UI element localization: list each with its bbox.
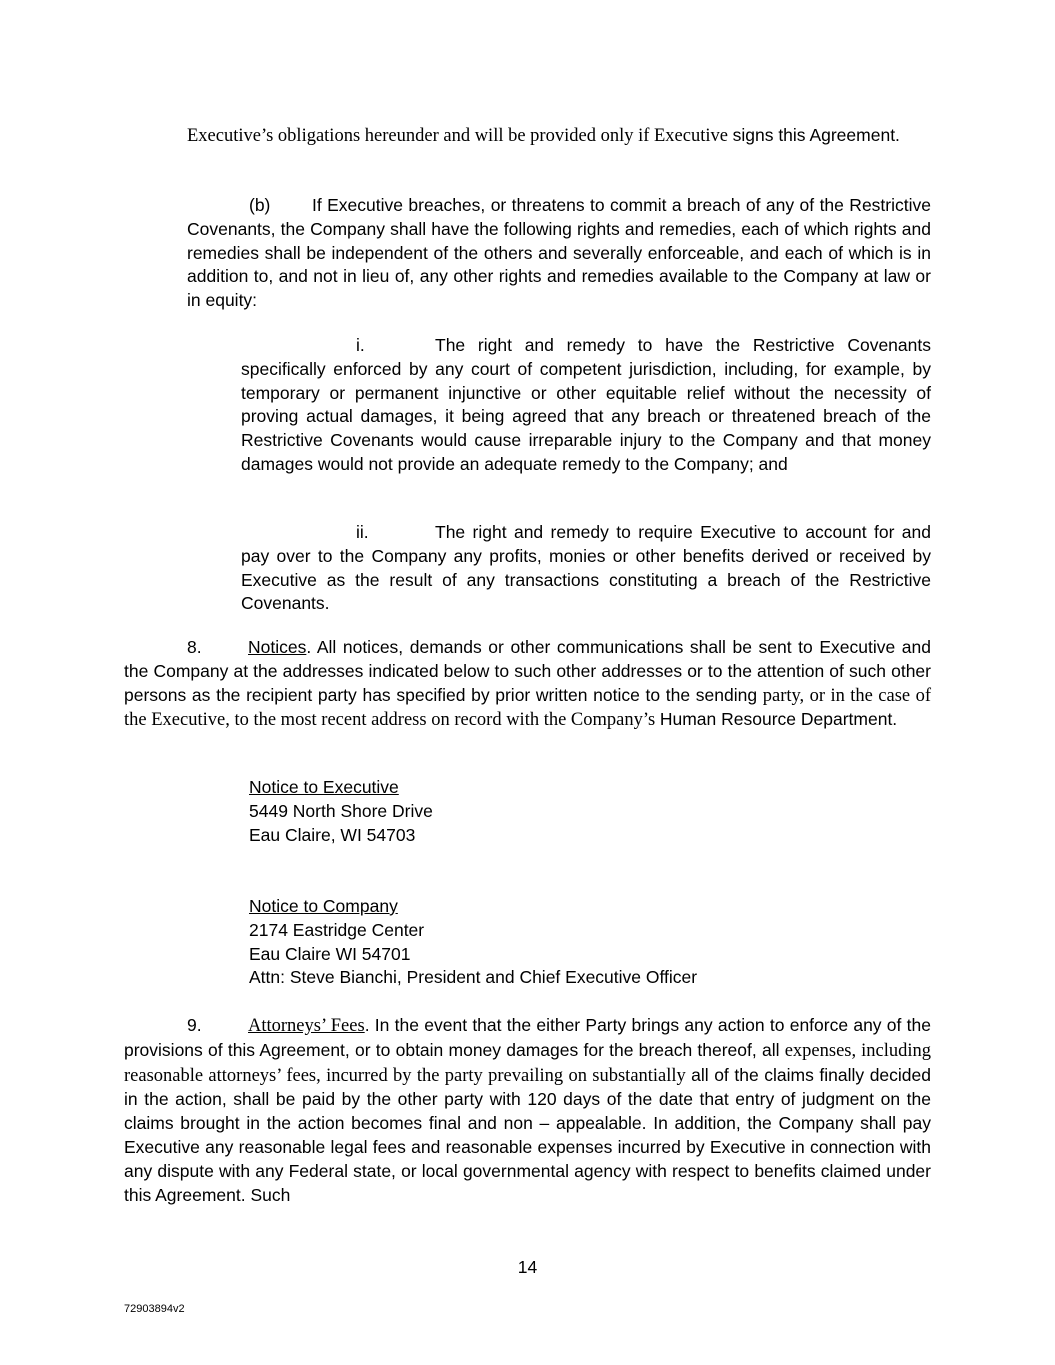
notice-executive-block xyxy=(249,776,433,847)
paragraph-i-text: The right and remedy to have the Restrictive Covenants specifically enforced by any court of competent jurisdiction, including, for example, by temporary or permanent injunctive or other equitable relief without the necessity of proving actual damages, it being agreed that any breach or threatened breach of the Restrictive Covenants would cause irreparable injury to the Company and that money damages would not provide an adequate remedy to the Company; and xyxy=(241,335,931,474)
notice-company-line2: Eau Claire WI 54701 xyxy=(249,943,411,964)
section-8-text-tail: Human Resource Department. xyxy=(659,709,898,730)
notice-executive-line2: Eau Claire, WI 54703 xyxy=(249,824,416,845)
paragraph-b-text: If Executive breaches, or threatens to commit a breach of any of the Restrictive Covenants, the Company shall have the following rights and remedies, each of which rights and remedies shall be independent of the others and severally enforceable, and each of which is in addition to, and not in lieu of, any other rights and remedies available to the Company at law or in equity: xyxy=(187,195,931,311)
notice-executive-line1: 5449 North Shore Drive xyxy=(249,800,433,821)
paragraph-i-label: i. xyxy=(356,335,365,355)
notice-company-block xyxy=(249,895,697,990)
paragraph-i xyxy=(241,334,931,477)
continuation-paragraph xyxy=(187,124,931,149)
section-9-number: 9. xyxy=(187,1015,202,1035)
section-8-text-serif: party, or in the case of the Executive, to the most recent address on record with the Company’s xyxy=(124,685,931,731)
notice-company-heading: Notice to Company xyxy=(249,896,398,916)
section-9-attorneys-fees xyxy=(124,1014,931,1207)
section-8-text-sans: . All notices, demands or other communications shall be sent to Executive and the Company at the addresses indicated below to such other addresses or to the attention of such other persons as the recipient party has specified by prior written notice to the sending xyxy=(124,637,931,705)
paragraph-ii-text: The right and remedy to require Executive to account for and pay over to the Company any profits, monies or other benefits derived or received by Executive as the result of any transactions constituting a breach of the Restrictive Covenants. xyxy=(241,522,931,614)
section-9-text-b: all of the claims finally decided in the action, shall be paid by the other party with 120 days of the date that entry of judgment on the claims brought in the action becomes final and non – appealable. In addition, the Company shall pay Executive any reasonable legal fees and reasonable expenses incurred by Executive in connection with any dispute with any Federal state, or local governmental agency with respect to benefits claimed under this Agreement. Such xyxy=(124,1064,931,1205)
section-8-notices xyxy=(124,636,931,733)
paragraph-ii xyxy=(241,521,931,616)
paragraph-ii-label: ii. xyxy=(356,522,369,542)
notice-company-line1: 2174 Eastridge Center xyxy=(249,919,425,940)
section-9-heading: Attorneys’ Fees xyxy=(248,1016,365,1036)
page-number: 14 xyxy=(517,1257,538,1277)
notice-company-line3: Attn: Steve Bianchi, President and Chief Executive Officer xyxy=(249,967,698,988)
paragraph-b-label: (b) xyxy=(249,195,271,215)
paragraph-b xyxy=(187,194,931,313)
document-id: 72903894v2 xyxy=(124,1303,185,1315)
continuation-text-serif: Executive’s obligations hereunder and will be provided only if Executive xyxy=(187,126,733,146)
section-9-text-serif: expenses, including reasonable attorneys’ fees, incurred by the party prevailing on substantially xyxy=(124,1040,931,1086)
section-8-number: 8. xyxy=(187,637,202,657)
section-8-heading: Notices xyxy=(248,637,307,657)
notice-executive-heading: Notice to Executive xyxy=(249,777,399,797)
continuation-text-sans: signs this Agreement. xyxy=(732,125,900,145)
section-9-text-a: . In the event that the either Party brings any action to enforce any of the provisions of this Agreement, or to obtain money damages for the breach thereof, all xyxy=(124,1015,931,1060)
